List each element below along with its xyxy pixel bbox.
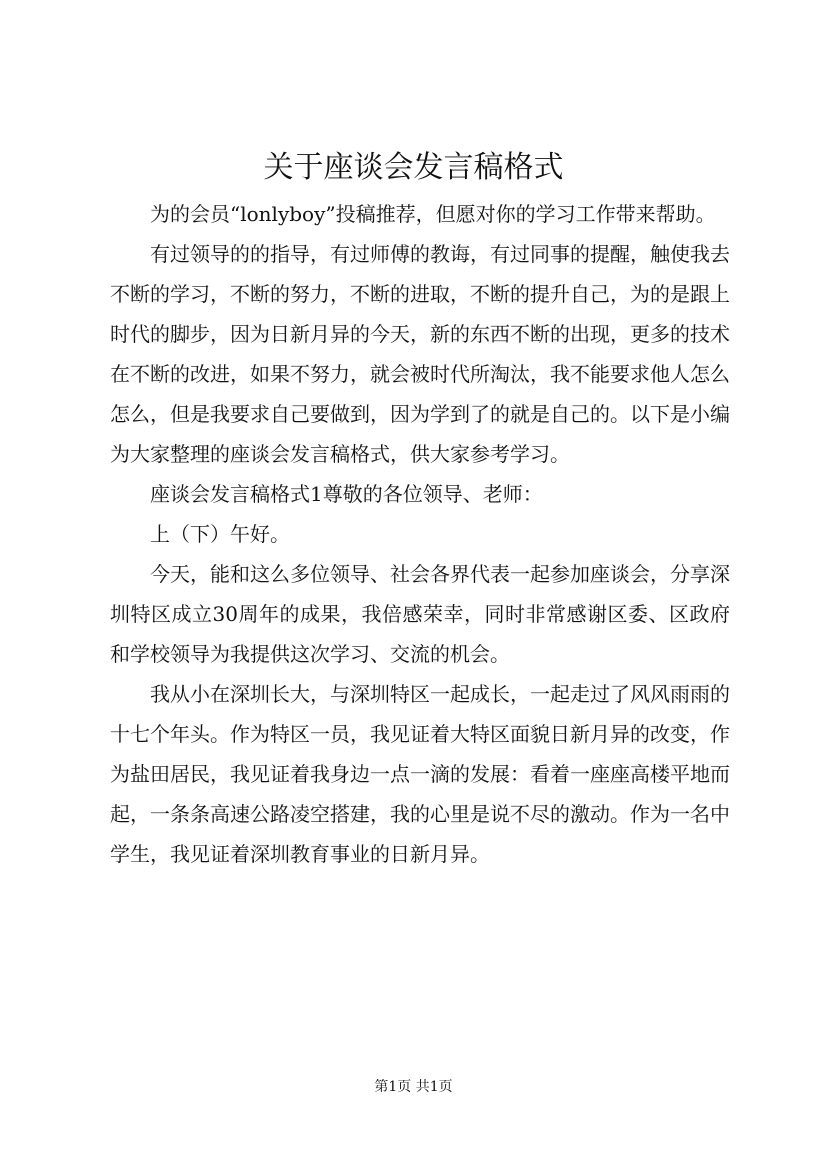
- page-footer: 第1页 共1页: [374, 1079, 453, 1095]
- paragraph-honor: 今天，能和这么多位领导、社会各界代表一起参加座谈会，分享深圳特区成立30周年的成果，我倍感荣幸，同时非常感谢区委、区政府和学校领导为我提供这次学习、交流的机会。: [110, 562, 730, 666]
- document-body: [110, 194, 730, 874]
- paragraph-guidance: 有过领导的的指导，有过师傅的教诲，有过同事的提醒，触使我去不断的学习，不断的努力，不断的进取，不断的提升自己，为的是跟上时代的脚步，因为日新月异的今天，新的东西不断的出现，更多的技术在不断的改进，如果不努力，就会被时代所淘汰，我不能要求他人怎么怎么，但是我要求自己要做到，因为学到了的就是自己的。以下是小编为大家整理的座谈会发言稿格式，供大家参考学习。: [110, 242, 730, 466]
- paragraph-greeting: 上（下）午好。: [150, 522, 290, 546]
- paragraph-intro: 为的会员“lonlyboy”投稿推荐，但愿对你的学习工作带来帮助。: [150, 202, 716, 226]
- paragraph-growth: 我从小在深圳长大，与深圳特区一起成长，一起走过了风风雨雨的十七个年头。作为特区一员，我见证着大特区面貌日新月异的改变，作为盐田居民，我见证着我身边一点一滴的发展：看着一座座高楼平地而起，一条条高速公路凌空搭建，我的心里是说不尽的激动。作为一名中学生，我见证着深圳教育事业的日新月异。: [110, 682, 730, 866]
- paragraph-salutation: 座谈会发言稿格式1尊敬的各位领导、老师：: [150, 482, 543, 506]
- document-title: 关于座谈会发言稿格式: [263, 150, 564, 185]
